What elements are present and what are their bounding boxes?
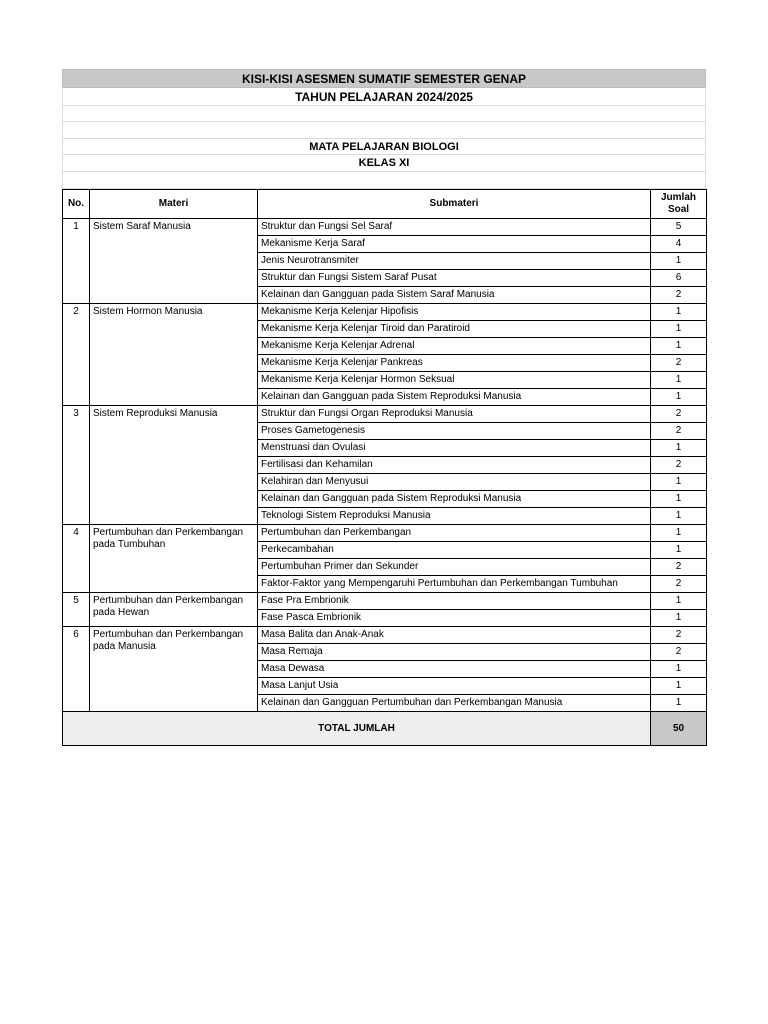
submateri-cell: Pertumbuhan dan Perkembangan [258,525,651,542]
submateri-cell: Mekanisme Kerja Kelenjar Hipofisis [258,304,651,321]
jumlah-soal-cell: 1 [651,440,707,457]
submateri-cell: Kelainan dan Gangguan pada Sistem Reproduksi Manusia [258,491,651,508]
jumlah-soal-cell: 2 [651,457,707,474]
materi-cell: Sistem Reproduksi Manusia [90,406,258,525]
soal-label: Soal [667,204,690,215]
jumlah-soal-cell: 1 [651,678,707,695]
jumlah-soal-cell: 1 [651,389,707,406]
table-row [63,219,707,236]
column-header-no: No. [63,190,90,219]
row-number: 4 [63,525,90,593]
table-row [63,525,707,542]
jumlah-soal-cell: 5 [651,219,707,236]
submateri-cell: Perkecambahan [258,542,651,559]
submateri-cell: Mekanisme Kerja Kelenjar Tiroid dan Paratiroid [258,321,651,338]
jumlah-soal-cell: 1 [651,542,707,559]
jumlah-soal-cell: 1 [651,372,707,389]
jumlah-soal-cell: 2 [651,423,707,440]
jumlah-soal-cell: 2 [651,287,707,304]
class-title: KELAS XI [63,155,706,172]
submateri-cell: Masa Balita dan Anak-Anak [258,627,651,644]
jumlah-soal-cell: 1 [651,610,707,627]
submateri-cell: Mekanisme Kerja Kelenjar Adrenal [258,338,651,355]
jumlah-soal-cell: 1 [651,253,707,270]
total-label: TOTAL JUMLAH [63,712,651,746]
materi-cell: Sistem Hormon Manusia [90,304,258,406]
title-block [62,69,706,189]
column-header-submateri: Submateri [258,190,651,219]
submateri-cell: Kelainan dan Gangguan Pertumbuhan dan Perkembangan Manusia [258,695,651,712]
jumlah-soal-cell: 1 [651,304,707,321]
materi-cell: Pertumbuhan dan Perkembangan pada Tumbuhan [90,525,258,593]
table-body [63,219,707,712]
subject-title: MATA PELAJARAN BIOLOGI [63,139,706,155]
jumlah-soal-cell: 1 [651,593,707,610]
jumlah-soal-cell: 2 [651,406,707,423]
table-row [63,627,707,644]
submateri-cell: Faktor-Faktor yang Mempengaruhi Pertumbuhan dan Perkembangan Tumbuhan [258,576,651,593]
column-header-materi: Materi [90,190,258,219]
submateri-cell: Jenis Neurotransmiter [258,253,651,270]
row-number: 6 [63,627,90,712]
jumlah-soal-cell: 6 [651,270,707,287]
spreadsheet-sheet [62,69,706,746]
total-value: 50 [651,712,707,746]
jumlah-soal-cell: 1 [651,474,707,491]
jumlah-soal-cell: 2 [651,576,707,593]
blank-row [63,106,706,122]
submateri-cell: Mekanisme Kerja Kelenjar Hormon Seksual [258,372,651,389]
submateri-cell: Masa Lanjut Usia [258,678,651,695]
row-number: 3 [63,406,90,525]
jumlah-soal-cell: 2 [651,644,707,661]
jumlah-label: Jumlah [660,192,696,203]
jumlah-soal-cell: 1 [651,491,707,508]
jumlah-soal-cell: 2 [651,627,707,644]
submateri-cell: Fertilisasi dan Kehamilan [258,457,651,474]
document-title: KISI-KISI ASESMEN SUMATIF SEMESTER GENAP [63,70,706,88]
row-number: 2 [63,304,90,406]
table-header-row [63,190,707,219]
jumlah-soal-cell: 1 [651,321,707,338]
submateri-cell: Teknologi Sistem Reproduksi Manusia [258,508,651,525]
submateri-cell: Masa Remaja [258,644,651,661]
blank-row [63,172,706,189]
table-row [63,406,707,423]
row-number: 1 [63,219,90,304]
submateri-cell: Menstruasi dan Ovulasi [258,440,651,457]
materi-cell: Pertumbuhan dan Perkembangan pada Hewan [90,593,258,627]
jumlah-soal-cell: 1 [651,525,707,542]
submateri-cell: Fase Pra Embrionik [258,593,651,610]
jumlah-soal-cell: 1 [651,508,707,525]
table-row [63,304,707,321]
row-number: 5 [63,593,90,627]
submateri-cell: Struktur dan Fungsi Sel Saraf [258,219,651,236]
submateri-cell: Fase Pasca Embrionik [258,610,651,627]
jumlah-soal-cell: 4 [651,236,707,253]
academic-year: TAHUN PELAJARAN 2024/2025 [63,88,706,106]
blank-row [63,122,706,139]
submateri-cell: Kelahiran dan Menyusui [258,474,651,491]
submateri-cell: Kelainan dan Gangguan pada Sistem Reproduksi Manusia [258,389,651,406]
jumlah-soal-cell: 2 [651,355,707,372]
jumlah-soal-cell: 2 [651,559,707,576]
kisi-kisi-table [62,189,707,746]
submateri-cell: Masa Dewasa [258,661,651,678]
jumlah-soal-cell: 1 [651,661,707,678]
submateri-cell: Kelainan dan Gangguan pada Sistem Saraf Manusia [258,287,651,304]
jumlah-soal-cell: 1 [651,338,707,355]
column-header-jumlah-soal [651,190,707,219]
table-row [63,593,707,610]
submateri-cell: Proses Gametogenesis [258,423,651,440]
total-row [63,712,707,746]
submateri-cell: Mekanisme Kerja Saraf [258,236,651,253]
submateri-cell: Mekanisme Kerja Kelenjar Pankreas [258,355,651,372]
jumlah-soal-cell: 1 [651,695,707,712]
submateri-cell: Struktur dan Fungsi Organ Reproduksi Manusia [258,406,651,423]
submateri-cell: Pertumbuhan Primer dan Sekunder [258,559,651,576]
materi-cell: Sistem Saraf Manusia [90,219,258,304]
materi-cell: Pertumbuhan dan Perkembangan pada Manusia [90,627,258,712]
submateri-cell: Struktur dan Fungsi Sistem Saraf Pusat [258,270,651,287]
